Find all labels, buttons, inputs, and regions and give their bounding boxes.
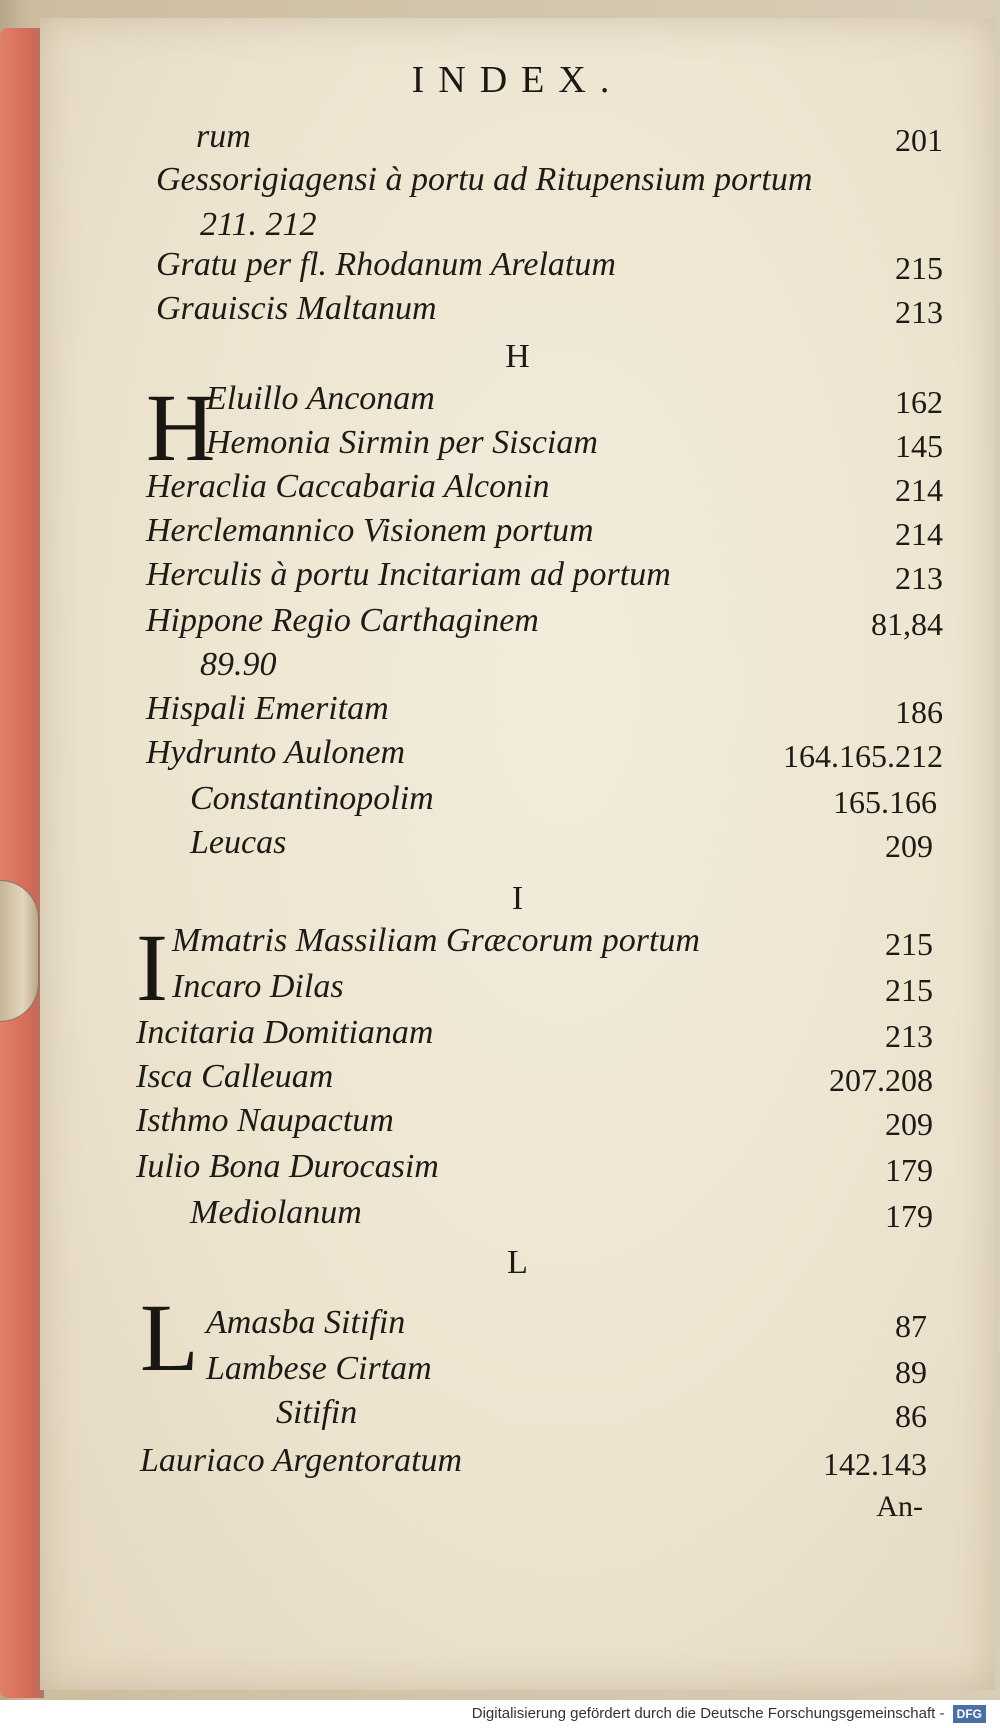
index-entry: Mmatris Massiliam Græcorum portum	[172, 922, 700, 959]
index-entry: Isca Calleuam	[136, 1058, 334, 1095]
index-entry: Herclemannico Visionem portum	[146, 512, 594, 549]
index-entry: Hispali Emeritam	[146, 690, 389, 727]
page-number: 179	[885, 1198, 933, 1234]
page-number: 186	[895, 694, 943, 730]
page-number: 215	[895, 250, 943, 286]
page-number: 207.208	[829, 1062, 933, 1098]
book-clasp	[0, 880, 39, 1022]
index-entry: Hippone Regio Carthaginem	[146, 602, 539, 639]
page-number: 165.166	[833, 784, 937, 820]
index-entry: Gessorigiagensi à portu ad Ritupensium portum	[156, 161, 813, 198]
page-number: 145	[895, 428, 943, 464]
page-number: 209	[885, 1106, 933, 1142]
index-entry: Incitaria Domitianam	[136, 1014, 434, 1051]
index-entry: Hemonia Sirmin per Sisciam	[206, 424, 598, 461]
index-entry: Lauriaco Argentoratum	[140, 1442, 463, 1479]
page-number: 86	[895, 1398, 927, 1434]
dropcap-l: L	[140, 1284, 199, 1391]
dropcap-i: I	[136, 914, 168, 1021]
index-entry: Amasba Sitifin	[206, 1304, 406, 1341]
section-letter-i: I	[511, 880, 524, 917]
index-entry: Lambese Cirtam	[206, 1350, 432, 1387]
page-number: 213	[885, 1018, 933, 1054]
page-number: 142.143	[823, 1446, 927, 1482]
index-entry: Iulio Bona Durocasim	[136, 1148, 439, 1185]
index-entry: Herculis à portu Incitariam ad portum	[146, 556, 671, 593]
red-page-edge	[0, 28, 44, 1698]
index-entry: Incaro Dilas	[172, 968, 344, 1005]
page-number: 201	[895, 122, 943, 158]
index-entry: Eluillo Anconam	[206, 380, 435, 417]
index-entry: Heraclia Caccabaria Alconin	[146, 468, 550, 505]
page-number: 215	[885, 972, 933, 1008]
index-entry: Sitifin	[276, 1394, 358, 1431]
page-number: 89	[895, 1354, 927, 1390]
page-number: 164.165.212	[783, 738, 943, 774]
index-entry: rum	[196, 118, 251, 155]
page-header: INDEX.	[411, 59, 624, 101]
page-number: 179	[885, 1152, 933, 1188]
page-number: 87	[895, 1308, 927, 1344]
index-entry: Leucas	[190, 824, 287, 861]
page-number: 214	[895, 472, 943, 508]
index-entry: Constantinopolim	[190, 780, 434, 817]
index-entry: 211. 212	[200, 206, 317, 243]
page-number: 215	[885, 926, 933, 962]
page-number: 213	[895, 560, 943, 596]
page-number: 214	[895, 516, 943, 552]
section-letter-l: L	[507, 1244, 528, 1281]
digitization-footer	[0, 1700, 1000, 1728]
index-entry: 89.90	[200, 646, 277, 683]
index-entry: Isthmo Naupactum	[136, 1102, 394, 1139]
page-number: 213	[895, 294, 943, 330]
section-letter-h: H	[505, 338, 530, 375]
index-page	[40, 18, 995, 1690]
index-entry: Grauiscis Maltanum	[156, 290, 437, 327]
page-number: 162	[895, 384, 943, 420]
dfg-logo: DFG	[953, 1705, 986, 1723]
dropcap-h: H	[146, 374, 216, 481]
footer-credit: Digitalisierung gefördert durch die Deutsche Forschungsgemeinschaft -	[471, 1705, 945, 1722]
catchword: An-	[876, 1490, 923, 1523]
page-number: 209	[885, 828, 933, 864]
index-entry: Gratu per fl. Rhodanum Arelatum	[156, 246, 616, 283]
page-number: 81,84	[871, 606, 943, 642]
index-entry: Hydrunto Aulonem	[146, 734, 406, 771]
index-entry: Mediolanum	[190, 1194, 362, 1231]
